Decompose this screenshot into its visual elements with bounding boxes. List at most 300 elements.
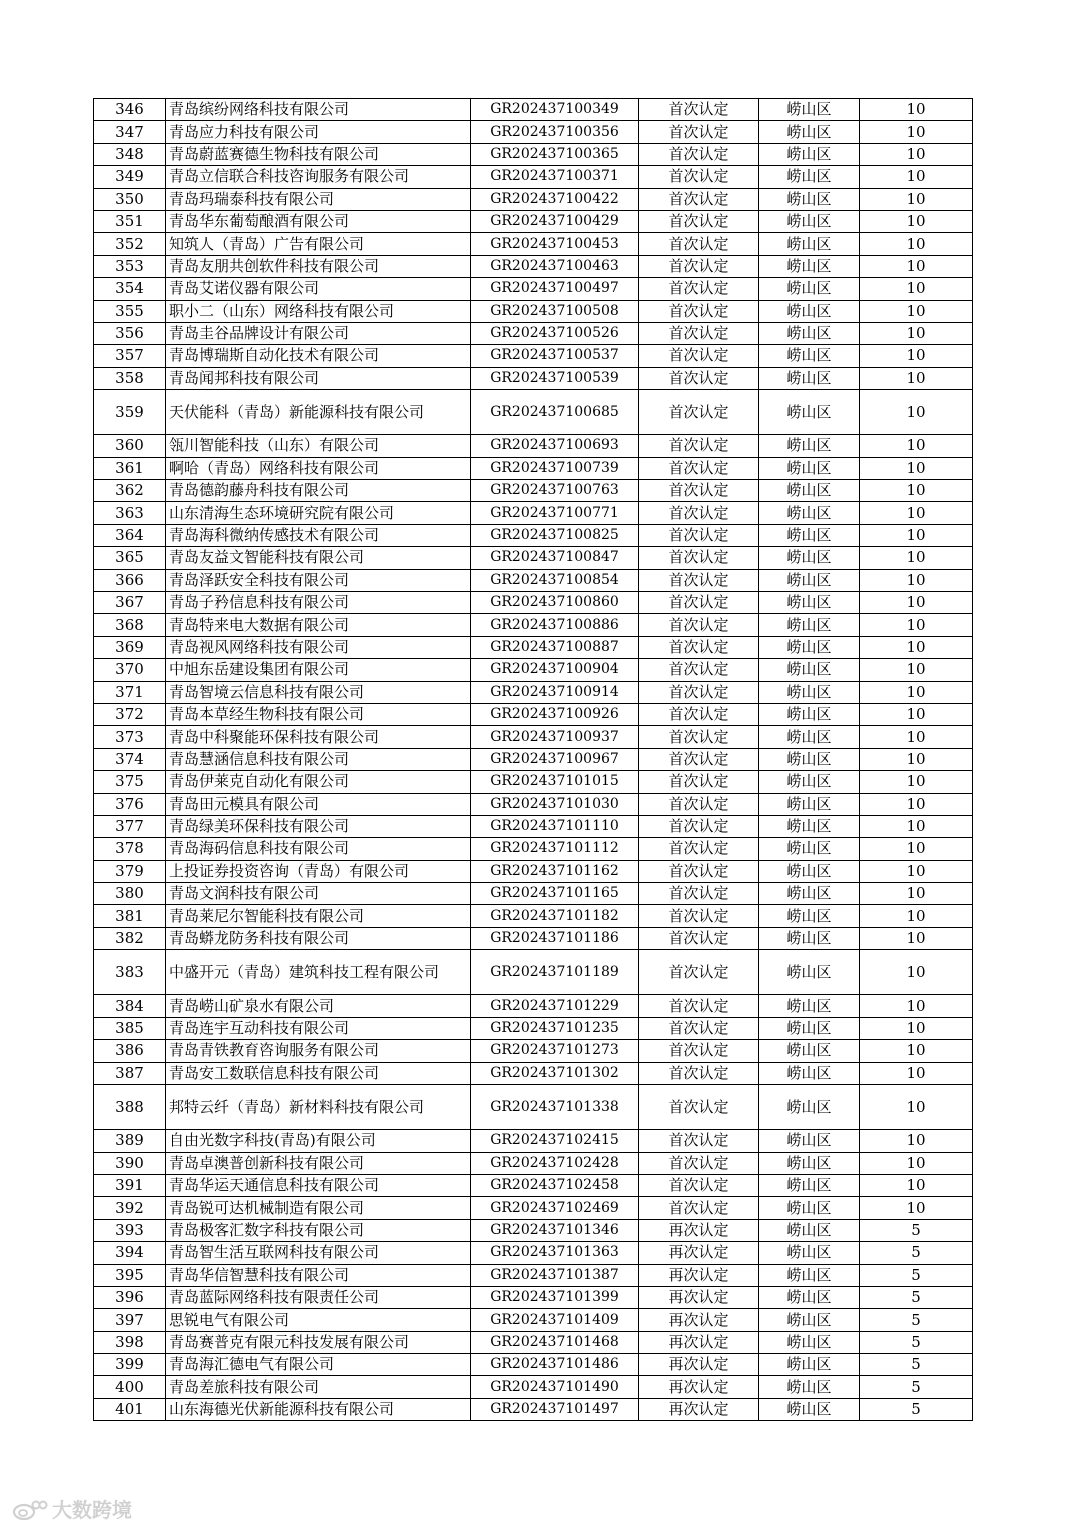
cell-district: 崂山区 — [759, 1309, 860, 1331]
cell-serial-number: 364 — [94, 524, 166, 546]
cell-certificate-number: GR202437100539 — [471, 367, 639, 389]
cell-serial-number: 384 — [94, 995, 166, 1017]
cell-certificate-number: GR202437100763 — [471, 480, 639, 502]
cell-certification-type: 首次认定 — [639, 435, 759, 457]
table-row — [94, 1174, 973, 1196]
cell-district: 崂山区 — [759, 748, 860, 770]
cell-certificate-number: GR202437100371 — [471, 166, 639, 188]
cell-score: 10 — [860, 255, 973, 277]
cell-company-name: 青岛青铁教育咨询服务有限公司 — [166, 1040, 471, 1062]
cell-serial-number: 377 — [94, 815, 166, 837]
cell-certification-type: 首次认定 — [639, 1017, 759, 1039]
cell-district: 崂山区 — [759, 883, 860, 905]
cell-serial-number: 386 — [94, 1040, 166, 1062]
cell-company-name: 青岛蟒龙防务科技有限公司 — [166, 927, 471, 949]
cell-district: 崂山区 — [759, 614, 860, 636]
table-row — [94, 1219, 973, 1241]
cell-certificate-number: GR202437100453 — [471, 233, 639, 255]
table-row — [94, 927, 973, 949]
table-row — [94, 367, 973, 389]
cell-certification-type: 首次认定 — [639, 703, 759, 725]
cell-score: 10 — [860, 502, 973, 524]
cell-score: 10 — [860, 166, 973, 188]
cell-district: 崂山区 — [759, 838, 860, 860]
cell-certificate-number: GR202437101338 — [471, 1085, 639, 1130]
table-row — [94, 838, 973, 860]
cell-district: 崂山区 — [759, 703, 860, 725]
cell-certification-type: 首次认定 — [639, 255, 759, 277]
cell-district: 崂山区 — [759, 188, 860, 210]
cell-score: 10 — [860, 636, 973, 658]
cell-score: 10 — [860, 143, 973, 165]
cell-serial-number: 367 — [94, 592, 166, 614]
cell-certificate-number: GR202437100693 — [471, 435, 639, 457]
cell-company-name: 青岛圭谷品牌设计有限公司 — [166, 322, 471, 344]
cell-certification-type: 首次认定 — [639, 860, 759, 882]
cell-serial-number: 347 — [94, 121, 166, 143]
cell-certificate-number: GR202437102428 — [471, 1152, 639, 1174]
table-row — [94, 815, 973, 837]
cell-score: 10 — [860, 547, 973, 569]
cell-company-name: 青岛安工数联信息科技有限公司 — [166, 1062, 471, 1084]
cell-score: 10 — [860, 815, 973, 837]
cell-serial-number: 372 — [94, 703, 166, 725]
cell-district: 崂山区 — [759, 1264, 860, 1286]
cell-serial-number: 391 — [94, 1174, 166, 1196]
cell-score: 10 — [860, 838, 973, 860]
cell-serial-number: 358 — [94, 367, 166, 389]
cell-company-name: 青岛锐可达机械制造有限公司 — [166, 1197, 471, 1219]
cell-serial-number: 363 — [94, 502, 166, 524]
cell-district: 崂山区 — [759, 1062, 860, 1084]
table-row — [94, 1354, 973, 1376]
cell-certification-type: 首次认定 — [639, 883, 759, 905]
cell-certificate-number: GR202437101112 — [471, 838, 639, 860]
cell-serial-number: 399 — [94, 1354, 166, 1376]
cell-certificate-number: GR202437101182 — [471, 905, 639, 927]
cell-company-name: 青岛立信联合科技咨询服务有限公司 — [166, 166, 471, 188]
table-row — [94, 390, 973, 435]
cell-certification-type: 首次认定 — [639, 233, 759, 255]
cell-certificate-number: GR202437101229 — [471, 995, 639, 1017]
cell-serial-number: 374 — [94, 748, 166, 770]
cell-company-name: 青岛崂山矿泉水有限公司 — [166, 995, 471, 1017]
table-row — [94, 748, 973, 770]
cell-certification-type: 首次认定 — [639, 300, 759, 322]
cell-score: 10 — [860, 524, 973, 546]
cell-serial-number: 387 — [94, 1062, 166, 1084]
cell-certification-type: 首次认定 — [639, 1174, 759, 1196]
cell-score: 10 — [860, 1040, 973, 1062]
table-row — [94, 99, 973, 121]
cell-certificate-number: GR202437101302 — [471, 1062, 639, 1084]
cell-certification-type: 首次认定 — [639, 480, 759, 502]
cell-certification-type: 首次认定 — [639, 793, 759, 815]
cell-company-name: 青岛差旅科技有限公司 — [166, 1376, 471, 1398]
cell-certificate-number: GR202437100739 — [471, 457, 639, 479]
cell-certificate-number: GR202437101189 — [471, 950, 639, 995]
cell-serial-number: 348 — [94, 143, 166, 165]
cell-company-name: 青岛海科微纳传感技术有限公司 — [166, 524, 471, 546]
cell-certification-type: 首次认定 — [639, 502, 759, 524]
table-row — [94, 950, 973, 995]
table-row — [94, 278, 973, 300]
cell-company-name: 邦特云纤（青岛）新材料科技有限公司 — [166, 1085, 471, 1130]
cell-score: 10 — [860, 905, 973, 927]
cell-district: 崂山区 — [759, 1354, 860, 1376]
cell-company-name: 自由光数字科技(青岛)有限公司 — [166, 1130, 471, 1152]
cell-certificate-number: GR202437100967 — [471, 748, 639, 770]
cell-score: 5 — [860, 1309, 973, 1331]
table-row — [94, 210, 973, 232]
cell-certificate-number: GR202437100429 — [471, 210, 639, 232]
cell-company-name: 青岛华东葡萄酿酒有限公司 — [166, 210, 471, 232]
cell-certificate-number: GR202437100914 — [471, 681, 639, 703]
table-row — [94, 681, 973, 703]
cell-district: 崂山区 — [759, 502, 860, 524]
table-row — [94, 1152, 973, 1174]
watermark — [12, 1494, 132, 1523]
cell-serial-number: 396 — [94, 1286, 166, 1308]
cell-serial-number: 350 — [94, 188, 166, 210]
cell-district: 崂山区 — [759, 659, 860, 681]
cell-certificate-number: GR202437101468 — [471, 1331, 639, 1353]
cell-serial-number: 354 — [94, 278, 166, 300]
cell-company-name: 青岛子矜信息科技有限公司 — [166, 592, 471, 614]
cell-serial-number: 379 — [94, 860, 166, 882]
cell-district: 崂山区 — [759, 995, 860, 1017]
table-row — [94, 1398, 973, 1420]
cell-serial-number: 393 — [94, 1219, 166, 1241]
table-row — [94, 1085, 973, 1130]
cell-score: 10 — [860, 748, 973, 770]
table-row — [94, 860, 973, 882]
cell-company-name: 青岛华信智慧科技有限公司 — [166, 1264, 471, 1286]
cell-certification-type: 再次认定 — [639, 1309, 759, 1331]
cell-district: 崂山区 — [759, 524, 860, 546]
cell-score: 10 — [860, 210, 973, 232]
cell-certification-type: 首次认定 — [639, 390, 759, 435]
cell-company-name: 思锐电气有限公司 — [166, 1309, 471, 1331]
cell-company-name: 青岛缤纷网络科技有限公司 — [166, 99, 471, 121]
cell-district: 崂山区 — [759, 860, 860, 882]
cell-certificate-number: GR202437100926 — [471, 703, 639, 725]
cell-company-name: 青岛玛瑞泰科技有限公司 — [166, 188, 471, 210]
cell-certification-type: 首次认定 — [639, 681, 759, 703]
cell-score: 10 — [860, 703, 973, 725]
table-row — [94, 569, 973, 591]
cell-district: 崂山区 — [759, 1376, 860, 1398]
table-row — [94, 480, 973, 502]
cell-company-name: 青岛海码信息科技有限公司 — [166, 838, 471, 860]
table-row — [94, 1130, 973, 1152]
cell-certification-type: 首次认定 — [639, 995, 759, 1017]
cell-serial-number: 400 — [94, 1376, 166, 1398]
cell-company-name: 青岛特来电大数据有限公司 — [166, 614, 471, 636]
cell-company-name: 青岛文润科技有限公司 — [166, 883, 471, 905]
cell-company-name: 青岛绿美环保科技有限公司 — [166, 815, 471, 837]
cell-score: 10 — [860, 995, 973, 1017]
cell-certificate-number: GR202437100886 — [471, 614, 639, 636]
cell-district: 崂山区 — [759, 927, 860, 949]
cell-certification-type: 首次认定 — [639, 748, 759, 770]
cell-certification-type: 首次认定 — [639, 210, 759, 232]
cell-company-name: 职小二（山东）网络科技有限公司 — [166, 300, 471, 322]
cell-certification-type: 首次认定 — [639, 345, 759, 367]
cell-score: 10 — [860, 345, 973, 367]
cell-score: 10 — [860, 860, 973, 882]
cell-serial-number: 351 — [94, 210, 166, 232]
cell-serial-number: 368 — [94, 614, 166, 636]
cell-district: 崂山区 — [759, 345, 860, 367]
cell-score: 10 — [860, 457, 973, 479]
cell-certificate-number: GR202437102415 — [471, 1130, 639, 1152]
cell-score: 10 — [860, 367, 973, 389]
cell-certification-type: 首次认定 — [639, 905, 759, 927]
cell-company-name: 青岛华运天通信息科技有限公司 — [166, 1174, 471, 1196]
cell-serial-number: 353 — [94, 255, 166, 277]
cell-company-name: 青岛中科聚能环保科技有限公司 — [166, 726, 471, 748]
cell-score: 10 — [860, 233, 973, 255]
cell-certificate-number: GR202437100349 — [471, 99, 639, 121]
cell-score: 10 — [860, 99, 973, 121]
cell-certification-type: 首次认定 — [639, 569, 759, 591]
cell-district: 崂山区 — [759, 121, 860, 143]
cell-certification-type: 再次认定 — [639, 1219, 759, 1241]
table-row — [94, 121, 973, 143]
cell-district: 崂山区 — [759, 905, 860, 927]
cell-district: 崂山区 — [759, 592, 860, 614]
table-row — [94, 1309, 973, 1331]
cell-company-name: 青岛蔚蓝赛德生物科技有限公司 — [166, 143, 471, 165]
cell-district: 崂山区 — [759, 1130, 860, 1152]
cell-district: 崂山区 — [759, 322, 860, 344]
cell-certificate-number: GR202437101273 — [471, 1040, 639, 1062]
cell-district: 崂山区 — [759, 681, 860, 703]
cell-certificate-number: GR202437100463 — [471, 255, 639, 277]
cell-district: 崂山区 — [759, 1219, 860, 1241]
cell-district: 崂山区 — [759, 435, 860, 457]
cell-score: 5 — [860, 1354, 973, 1376]
cell-serial-number: 392 — [94, 1197, 166, 1219]
cell-serial-number: 362 — [94, 480, 166, 502]
cell-certification-type: 首次认定 — [639, 771, 759, 793]
cell-certification-type: 首次认定 — [639, 367, 759, 389]
cell-certificate-number: GR202437101490 — [471, 1376, 639, 1398]
cell-serial-number: 365 — [94, 547, 166, 569]
cell-district: 崂山区 — [759, 457, 860, 479]
table-row — [94, 143, 973, 165]
cell-serial-number: 376 — [94, 793, 166, 815]
cell-score: 10 — [860, 659, 973, 681]
cell-serial-number: 383 — [94, 950, 166, 995]
cell-certification-type: 首次认定 — [639, 188, 759, 210]
cell-score: 10 — [860, 1062, 973, 1084]
cell-company-name: 青岛伊莱克自动化有限公司 — [166, 771, 471, 793]
cell-score: 10 — [860, 188, 973, 210]
cell-district: 崂山区 — [759, 390, 860, 435]
cell-serial-number: 378 — [94, 838, 166, 860]
cell-certification-type: 首次认定 — [639, 457, 759, 479]
cell-certificate-number: GR202437101030 — [471, 793, 639, 815]
cell-score: 10 — [860, 121, 973, 143]
table-row — [94, 995, 973, 1017]
cell-company-name: 青岛田元模具有限公司 — [166, 793, 471, 815]
cell-district: 崂山区 — [759, 793, 860, 815]
cell-score: 10 — [860, 771, 973, 793]
cell-company-name: 青岛视风网络科技有限公司 — [166, 636, 471, 658]
cell-serial-number: 381 — [94, 905, 166, 927]
cell-serial-number: 359 — [94, 390, 166, 435]
cell-serial-number: 388 — [94, 1085, 166, 1130]
cell-certification-type: 首次认定 — [639, 166, 759, 188]
cell-company-name: 青岛慧涵信息科技有限公司 — [166, 748, 471, 770]
cell-certification-type: 首次认定 — [639, 838, 759, 860]
cell-score: 10 — [860, 569, 973, 591]
cell-certificate-number: GR202437101235 — [471, 1017, 639, 1039]
cell-company-name: 青岛赛普克有限元科技发展有限公司 — [166, 1331, 471, 1353]
cell-company-name: 青岛卓澳普创新科技有限公司 — [166, 1152, 471, 1174]
cell-score: 10 — [860, 681, 973, 703]
cell-certificate-number: GR202437100887 — [471, 636, 639, 658]
table-row — [94, 726, 973, 748]
table-row — [94, 883, 973, 905]
cell-certificate-number: GR202437101186 — [471, 927, 639, 949]
cell-district: 崂山区 — [759, 1242, 860, 1264]
cell-company-name: 青岛应力科技有限公司 — [166, 121, 471, 143]
cell-score: 10 — [860, 322, 973, 344]
cell-district: 崂山区 — [759, 233, 860, 255]
cell-certification-type: 首次认定 — [639, 636, 759, 658]
cell-certification-type: 首次认定 — [639, 1062, 759, 1084]
cell-district: 崂山区 — [759, 278, 860, 300]
cell-certificate-number: GR202437100825 — [471, 524, 639, 546]
cell-company-name: 青岛智境云信息科技有限公司 — [166, 681, 471, 703]
cell-score: 10 — [860, 1017, 973, 1039]
cell-serial-number: 385 — [94, 1017, 166, 1039]
cell-score: 10 — [860, 927, 973, 949]
cell-score: 5 — [860, 1376, 973, 1398]
cell-district: 崂山区 — [759, 166, 860, 188]
cell-score: 10 — [860, 300, 973, 322]
cell-certification-type: 首次认定 — [639, 927, 759, 949]
cell-company-name: 青岛连宇互动科技有限公司 — [166, 1017, 471, 1039]
cell-company-name: 青岛蓝际网络科技有限责任公司 — [166, 1286, 471, 1308]
table-row — [94, 188, 973, 210]
table-row — [94, 703, 973, 725]
cell-score: 10 — [860, 950, 973, 995]
cell-certification-type: 再次认定 — [639, 1398, 759, 1420]
cell-certificate-number: GR202437101399 — [471, 1286, 639, 1308]
cell-company-name: 知筑人（青岛）广告有限公司 — [166, 233, 471, 255]
cell-certificate-number: GR202437101363 — [471, 1242, 639, 1264]
cell-company-name: 青岛艾诺仪器有限公司 — [166, 278, 471, 300]
cell-score: 5 — [860, 1242, 973, 1264]
table-row — [94, 524, 973, 546]
cell-serial-number: 349 — [94, 166, 166, 188]
cell-district: 崂山区 — [759, 1331, 860, 1353]
cell-serial-number: 370 — [94, 659, 166, 681]
table-row — [94, 255, 973, 277]
cell-score: 10 — [860, 390, 973, 435]
cell-certification-type: 首次认定 — [639, 1040, 759, 1062]
cell-certification-type: 首次认定 — [639, 950, 759, 995]
cell-serial-number: 369 — [94, 636, 166, 658]
cell-serial-number: 395 — [94, 1264, 166, 1286]
cell-company-name: 青岛友朋共创软件科技有限公司 — [166, 255, 471, 277]
cell-serial-number: 389 — [94, 1130, 166, 1152]
cell-serial-number: 360 — [94, 435, 166, 457]
table-row — [94, 547, 973, 569]
cell-certification-type: 首次认定 — [639, 1152, 759, 1174]
cell-certification-type: 再次认定 — [639, 1286, 759, 1308]
cell-score: 10 — [860, 592, 973, 614]
cell-certification-type: 首次认定 — [639, 547, 759, 569]
cell-score: 10 — [860, 480, 973, 502]
cell-serial-number: 357 — [94, 345, 166, 367]
cell-score: 10 — [860, 793, 973, 815]
cell-company-name: 上投证券投资咨询（青岛）有限公司 — [166, 860, 471, 882]
cell-certification-type: 首次认定 — [639, 524, 759, 546]
cell-certificate-number: GR202437100937 — [471, 726, 639, 748]
table-row — [94, 166, 973, 188]
cell-score: 5 — [860, 1331, 973, 1353]
table-row — [94, 345, 973, 367]
cell-company-name: 青岛本草经生物科技有限公司 — [166, 703, 471, 725]
cell-company-name: 青岛海汇德电气有限公司 — [166, 1354, 471, 1376]
cell-district: 崂山区 — [759, 569, 860, 591]
cell-serial-number: 352 — [94, 233, 166, 255]
cell-certificate-number: GR202437101387 — [471, 1264, 639, 1286]
cell-district: 崂山区 — [759, 1152, 860, 1174]
cell-score: 10 — [860, 614, 973, 636]
table-row — [94, 1040, 973, 1062]
cell-company-name: 瓴川智能科技（山东）有限公司 — [166, 435, 471, 457]
cell-certification-type: 再次认定 — [639, 1331, 759, 1353]
cell-certification-type: 首次认定 — [639, 726, 759, 748]
cell-district: 崂山区 — [759, 1197, 860, 1219]
table-row — [94, 435, 973, 457]
table-body — [94, 99, 973, 1421]
cell-certificate-number: GR202437100508 — [471, 300, 639, 322]
cell-score: 5 — [860, 1286, 973, 1308]
cell-certificate-number: GR202437100771 — [471, 502, 639, 524]
cell-certification-type: 首次认定 — [639, 143, 759, 165]
cell-certificate-number: GR202437100904 — [471, 659, 639, 681]
cell-company-name: 青岛友益文智能科技有限公司 — [166, 547, 471, 569]
cell-score: 5 — [860, 1264, 973, 1286]
cell-certificate-number: GR202437100854 — [471, 569, 639, 591]
cell-district: 崂山区 — [759, 815, 860, 837]
cell-score: 10 — [860, 1130, 973, 1152]
table-row — [94, 771, 973, 793]
cell-district: 崂山区 — [759, 255, 860, 277]
cell-score: 10 — [860, 1197, 973, 1219]
table-row — [94, 1264, 973, 1286]
cell-certification-type: 首次认定 — [639, 815, 759, 837]
cell-score: 10 — [860, 726, 973, 748]
cell-score: 10 — [860, 435, 973, 457]
cell-district: 崂山区 — [759, 950, 860, 995]
table-row — [94, 614, 973, 636]
cell-serial-number: 356 — [94, 322, 166, 344]
table-row — [94, 592, 973, 614]
cell-serial-number: 380 — [94, 883, 166, 905]
cell-district: 崂山区 — [759, 547, 860, 569]
cell-serial-number: 361 — [94, 457, 166, 479]
cell-company-name: 山东海德光伏新能源科技有限公司 — [166, 1398, 471, 1420]
table-row — [94, 1197, 973, 1219]
